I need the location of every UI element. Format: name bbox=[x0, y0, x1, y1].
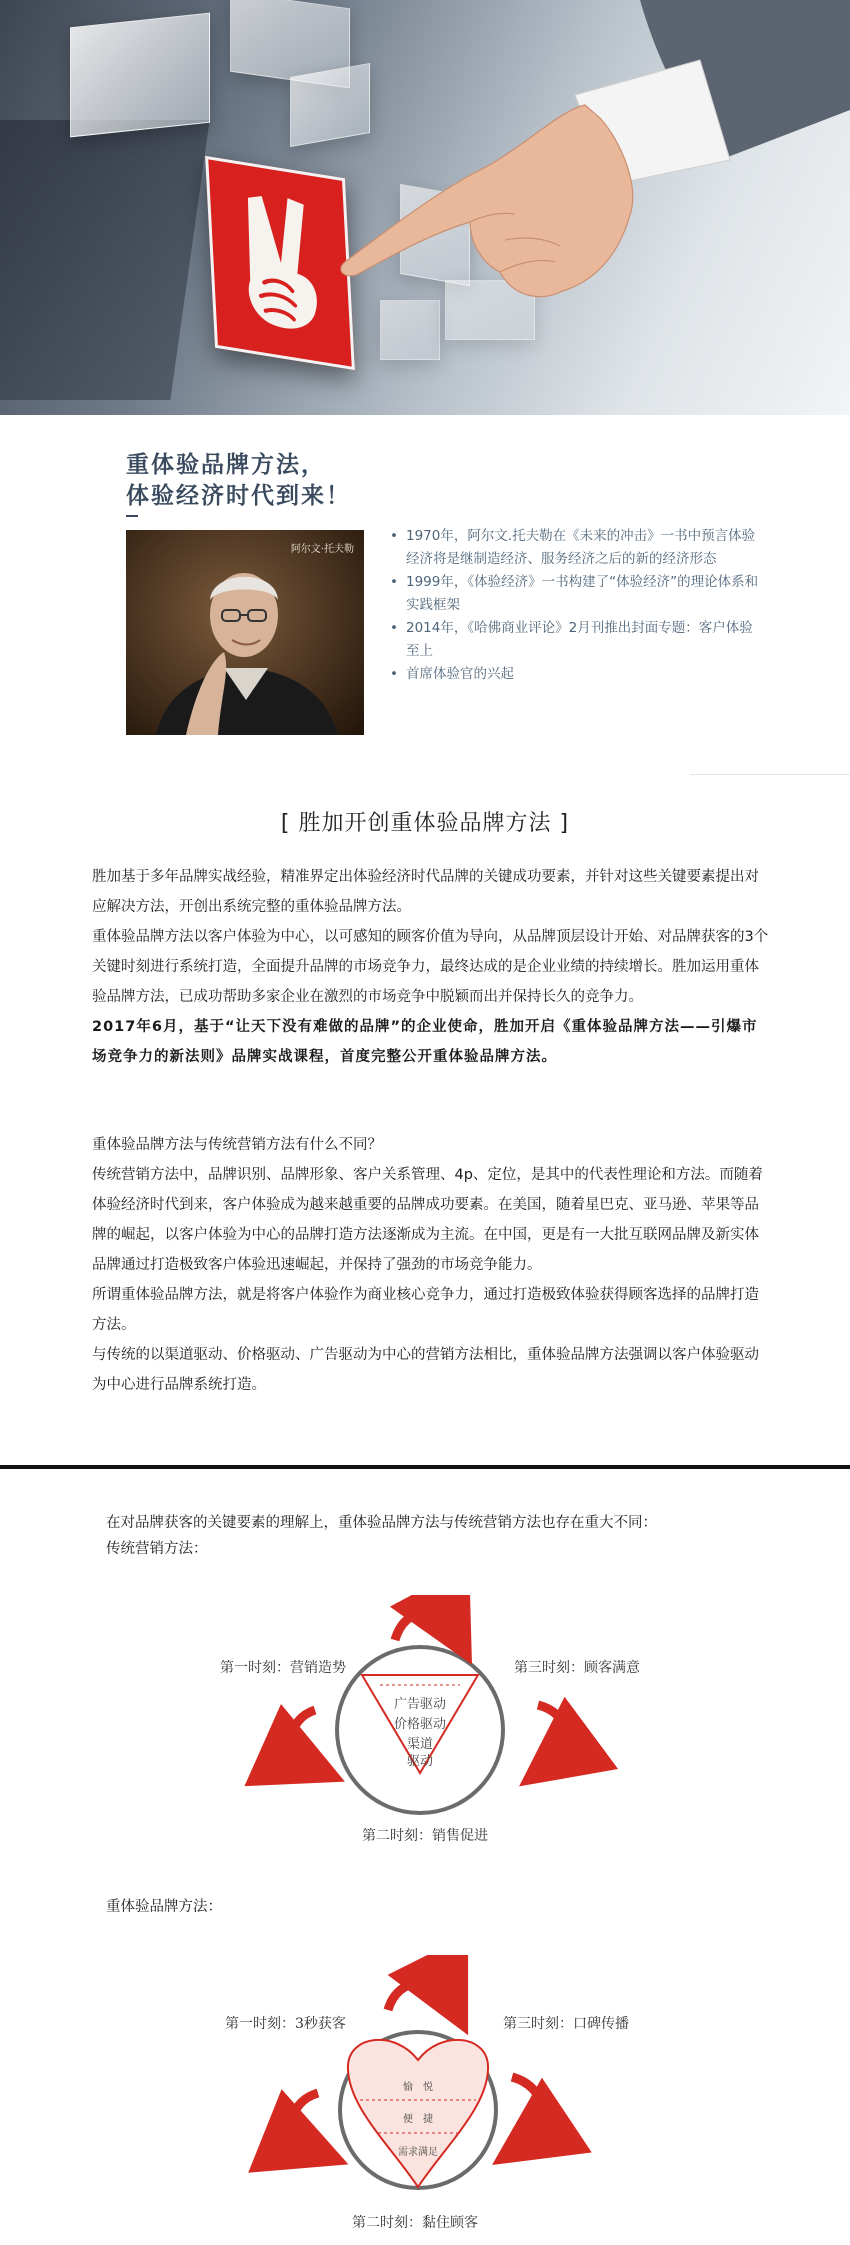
history-list bbox=[390, 525, 760, 686]
section-heading: [ 胜加开创重体验品牌方法 ] bbox=[280, 811, 570, 836]
moment2-label: 第二时刻：销售促进 bbox=[362, 1828, 488, 1844]
layer3-label: 需求满足 bbox=[398, 2147, 438, 2158]
experience-brand-diagram bbox=[0, 1955, 850, 2245]
moment3-label: 第三时刻：口碑传播 bbox=[503, 2016, 629, 2032]
driver2-label: 价格驱动 bbox=[393, 1717, 447, 1732]
moment1-label: 第一时刻：营销造势 bbox=[220, 1660, 346, 1676]
divider bbox=[690, 774, 850, 775]
right-arrow-icon bbox=[538, 1705, 565, 1765]
driver1-label: 广告驱动 bbox=[393, 1697, 447, 1712]
layer2-label: 便 捷 bbox=[403, 2114, 433, 2125]
moment1-label: 第一时刻：3秒获客 bbox=[225, 2016, 346, 2032]
driver3-label-a: 渠道 bbox=[406, 1737, 434, 1752]
moment3-label: 第三时刻：顾客满意 bbox=[514, 1660, 640, 1676]
title-underline bbox=[126, 515, 138, 517]
top-arrow-icon bbox=[388, 1983, 452, 2010]
moment2-label: 第二时刻：黏住顾客 bbox=[352, 2215, 478, 2231]
driver3-label-b: 驱动 bbox=[406, 1754, 434, 1769]
layer1-label: 愉 悦 bbox=[403, 2082, 433, 2093]
portrait-caption: 阿尔文·托夫勒 bbox=[290, 544, 354, 555]
list-item: • 2014年，《哈佛商业评论》2月刊推出封面专题：客户体验至上 bbox=[390, 617, 760, 663]
list-item: • 首席体验官的兴起 bbox=[390, 663, 760, 686]
comparison-intro-line1: 在对品牌获客的关键要素的理解上，重体验品牌方法与传统营销方法也存在重大不同： bbox=[106, 1515, 657, 1531]
paragraph-question: 重体验品牌方法与传统营销方法有什么不同？ bbox=[92, 1137, 382, 1153]
paragraph: 所谓重体验品牌方法，就是将客户体验作为商业核心竞争力，通过打造极致体验获得顾客选择的品牌打造方法。 bbox=[92, 1287, 759, 1333]
paragraph-emphasis: 2017年6月，基于“让天下没有难做的品牌”的企业使命，胜加开启《重体验品牌方法——引爆市场竞争力的新法则》品牌实战课程，首度完整公开重体验品牌方法。 bbox=[92, 1019, 758, 1065]
paragraph: 传统营销方法中，品牌识别、品牌形象、客户关系管理、4p、定位，是其中的代表性理论和方法。而随着体验经济时代到来，客户体验成为越来越重要的品牌成功要素。在美国，随着星巴克、亚马逊、苹果等品牌的崛起，以客户体验为中心的品牌打造方法逐渐成为主流。在中国，更是有一大批互联网品牌及新实体品牌通过打造极致客户体验迅速崛起，并保持了强劲的市场竞争能力。 bbox=[92, 1167, 763, 1273]
left-arrow-icon bbox=[292, 1710, 315, 1767]
intro-title-line1: 重体验品牌方法， bbox=[126, 452, 326, 478]
body-text-block bbox=[92, 1130, 772, 1400]
traditional-marketing-diagram bbox=[0, 1595, 850, 1865]
body-text-block bbox=[92, 862, 772, 1072]
right-arrow-icon bbox=[512, 2077, 542, 2145]
portrait-figure bbox=[126, 530, 364, 735]
comparison-intro bbox=[106, 1510, 657, 1562]
intro-title bbox=[126, 450, 351, 512]
top-arrow-icon bbox=[395, 1613, 455, 1640]
paragraph: 与传统的以渠道驱动、价格驱动、广告驱动为中心的营销方法相比，重体验品牌方法强调以客户体验驱动为中心进行品牌系统打造。 bbox=[92, 1347, 759, 1393]
paragraph: 胜加基于多年品牌实战经验，精准界定出体验经济时代品牌的关键成功要素，并针对这些关键要素提出对应解决方法，开创出系统完整的重体验品牌方法。 bbox=[92, 869, 759, 915]
diagram-label-experience: 重体验品牌方法： bbox=[106, 1899, 222, 1915]
hero-banner bbox=[0, 0, 850, 415]
paragraph: 重体验品牌方法以客户体验为中心，以可感知的顾客价值为导向，从品牌顶层设计开始、对品牌获客的3个关键时刻进行系统打造，全面提升品牌的市场竞争力，最终达成的是企业业绩的持续增长。胜加运用重体验品牌方法，已成功帮助多家企业在激烈的市场竞争中脱颖而出并保持长久的竞争力。 bbox=[92, 929, 769, 1005]
section-divider bbox=[0, 1465, 850, 1469]
intro-title-line2: 体验经济时代到来！ bbox=[126, 483, 351, 509]
left-arrow-icon bbox=[293, 2093, 318, 2151]
list-item: • 1970年，阿尔文.托夫勒在《未来的冲击》一书中预言体验经济将是继制造经济、服务经济之后的新的经济形态 bbox=[390, 525, 760, 571]
diagram-label-traditional: 传统营销方法： bbox=[106, 1541, 208, 1557]
hand-illustration bbox=[0, 0, 850, 415]
list-item: • 1999年，《体验经济》一书构建了“体验经济”的理论体系和实践框架 bbox=[390, 571, 760, 617]
portrait-photo bbox=[126, 530, 364, 735]
